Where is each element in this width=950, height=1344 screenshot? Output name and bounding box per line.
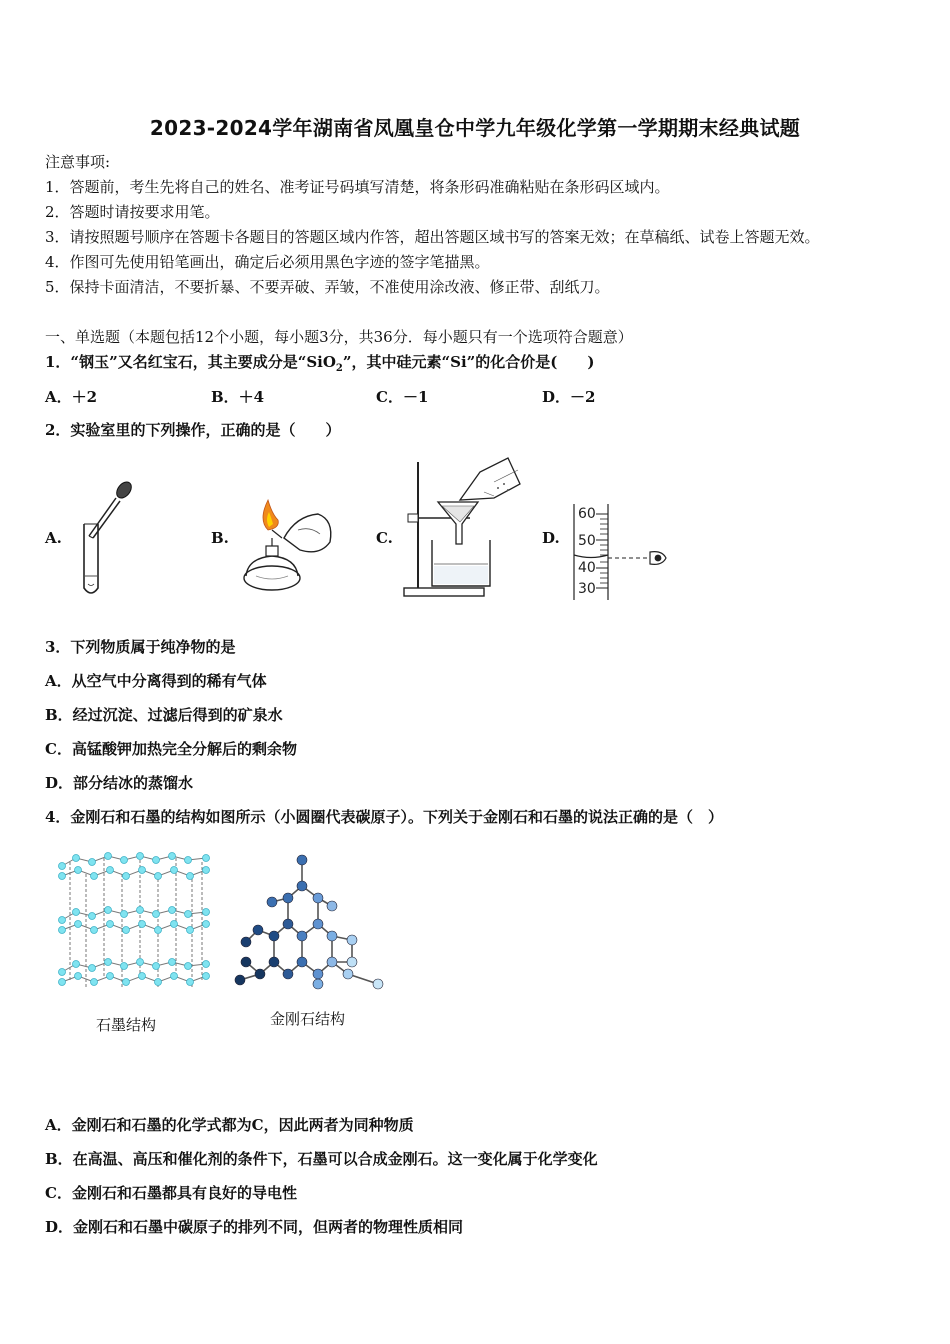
q2-label-c: C.	[376, 529, 393, 547]
filtration-figure	[398, 452, 528, 600]
cylinder-tick-50: 50	[578, 533, 596, 549]
q3-option-a: A．从空气中分离得到的稀有气体	[45, 672, 267, 690]
q1-option-d: D．－2	[542, 388, 596, 406]
q3-option-b: B．经过沉淀、过滤后得到的矿泉水	[45, 706, 283, 724]
q2-stem: 2．实验室里的下列操作，正确的是（ ）	[45, 421, 341, 439]
q1-stem: 1．“钢玉”又名红宝石，其主要成分是“SiO$_2$”，其中硅元素“Si”的化合价是( )	[45, 353, 595, 374]
notice-item: 2．答题时请按要求用笔。	[45, 203, 220, 221]
graphite-structure-figure	[56, 848, 212, 998]
q1-option-b: B．＋4	[211, 388, 265, 406]
q3-option-d: D．部分结冰的蒸馏水	[45, 774, 194, 792]
notice-item: 5．保持卡面清洁，不要折暴、不要弄破、弄皱，不准使用涂改液、修正带、刮纸刀。	[45, 278, 610, 296]
alcohol-lamp-figure	[238, 490, 338, 598]
q2-label-b: B.	[211, 529, 229, 547]
dropper-test-tube-figure	[72, 476, 142, 602]
notice-item: 3．请按照题号顺序在答题卡各题目的答题区域内作答，超出答题区域书写的答案无效；在草稿纸、试卷上答题无效。	[45, 228, 820, 246]
section-heading: 一、单选题（本题包括12个小题，每小题3分，共36分．每小题只有一个选项符合题意）	[45, 328, 633, 346]
q3-stem: 3．下列物质属于纯净物的是	[45, 638, 236, 656]
notice-item: 1．答题前，考生先将自己的姓名、准考证号码填写清楚，将条形码准确粘贴在条形码区域内。	[45, 178, 670, 196]
q4-option-c: C．金刚石和石墨都具有良好的导电性	[45, 1184, 297, 1202]
diamond-label: 金刚石结构	[270, 1010, 346, 1028]
q4-option-b: B．在高温、高压和催化剂的条件下，石墨可以合成金刚石。这一变化属于化学变化	[45, 1150, 598, 1168]
graduated-cylinder-figure	[566, 500, 676, 604]
diamond-structure-figure	[226, 850, 390, 996]
cylinder-tick-30: 30	[578, 581, 596, 597]
q3-option-c: C．高锰酸钾加热完全分解后的剩余物	[45, 740, 297, 758]
q4-option-d: D．金刚石和石墨中碳原子的排列不同，但两者的物理性质相同	[45, 1218, 464, 1236]
q2-label-a: A.	[45, 529, 62, 547]
notice-heading: 注意事项:	[45, 153, 111, 171]
q2-label-d: D.	[542, 529, 560, 547]
q1-option-c: C．－1	[376, 388, 429, 406]
notice-item: 4．作图可先使用铅笔画出，确定后必须用黑色字迹的签字笔描黑。	[45, 253, 490, 271]
q1-option-a: A．＋2	[45, 388, 98, 406]
cylinder-tick-60: 60	[578, 506, 596, 522]
q4-stem: 4．金刚石和石墨的结构如图所示（小圆圈代表碳原子）。下列关于金刚石和石墨的说法正确的是（ ）	[45, 808, 723, 826]
graphite-label: 石墨结构	[96, 1016, 157, 1034]
page-title: 2023-2024学年湖南省凤凰皇仓中学九年级化学第一学期期末经典试题	[149, 116, 801, 140]
q4-option-a: A．金刚石和石墨的化学式都为C，因此两者为同种物质	[45, 1116, 414, 1134]
cylinder-tick-40: 40	[578, 560, 596, 576]
